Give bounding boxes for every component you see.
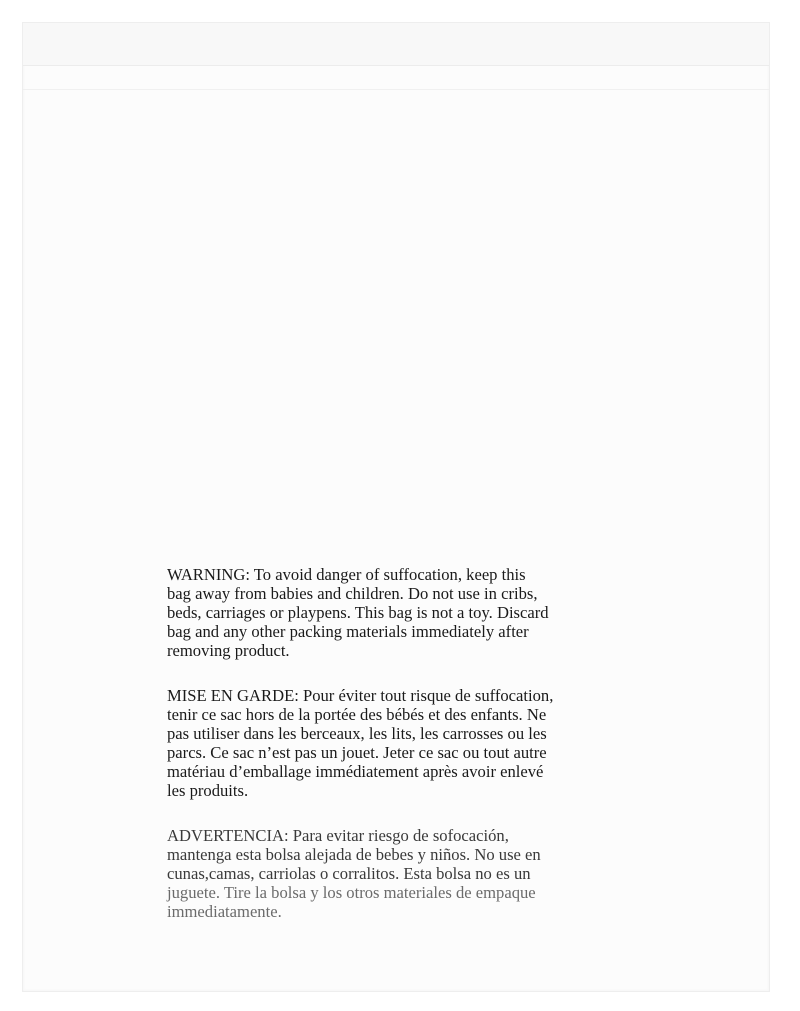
warning-spanish-line: cunas,camas, carriolas o corralitos. Esta bolsa no es un: [167, 864, 531, 883]
warning-french-line: MISE EN GARDE: Pour éviter tout risque de suffocation,: [167, 686, 554, 705]
warning-english-line: beds, carriages or playpens. This bag is not a toy. Discard: [167, 603, 549, 622]
warning-spanish-line: ADVERTENCIA: Para evitar riesgo de sofocación,: [167, 826, 509, 845]
warning-english-line: bag away from babies and children. Do not use in cribs,: [167, 584, 538, 603]
warning-english-line: removing product.: [167, 641, 290, 660]
suffocation-warning-text: [167, 565, 637, 947]
flap-seam: [23, 89, 769, 90]
warning-spanish: [167, 826, 637, 921]
warning-french-line: matériau d’emballage immédiatement après avoir enlevé: [167, 762, 544, 781]
warning-spanish-line: immediatamente.: [167, 902, 282, 921]
warning-french-line: tenir ce sac hors de la portée des bébés et des enfants. Ne: [167, 705, 547, 724]
adhesive-flap: [23, 23, 769, 66]
warning-french-line: les produits.: [167, 781, 249, 800]
warning-english: [167, 565, 637, 660]
warning-english-line: WARNING: To avoid danger of suffocation, keep this: [167, 565, 526, 584]
warning-french-line: pas utiliser dans les berceaux, les lits, les carrosses ou les: [167, 724, 547, 743]
warning-english-line: bag and any other packing materials immediately after: [167, 622, 529, 641]
warning-spanish-line: mantenga esta bolsa alejada de bebes y niños. No use en: [167, 845, 541, 864]
warning-spanish-line: juguete. Tire la bolsa y los otros materiales de empaque: [167, 883, 536, 902]
warning-french-line: parcs. Ce sac n’est pas un jouet. Jeter ce sac ou tout autre: [167, 743, 547, 762]
warning-french: [167, 686, 637, 800]
